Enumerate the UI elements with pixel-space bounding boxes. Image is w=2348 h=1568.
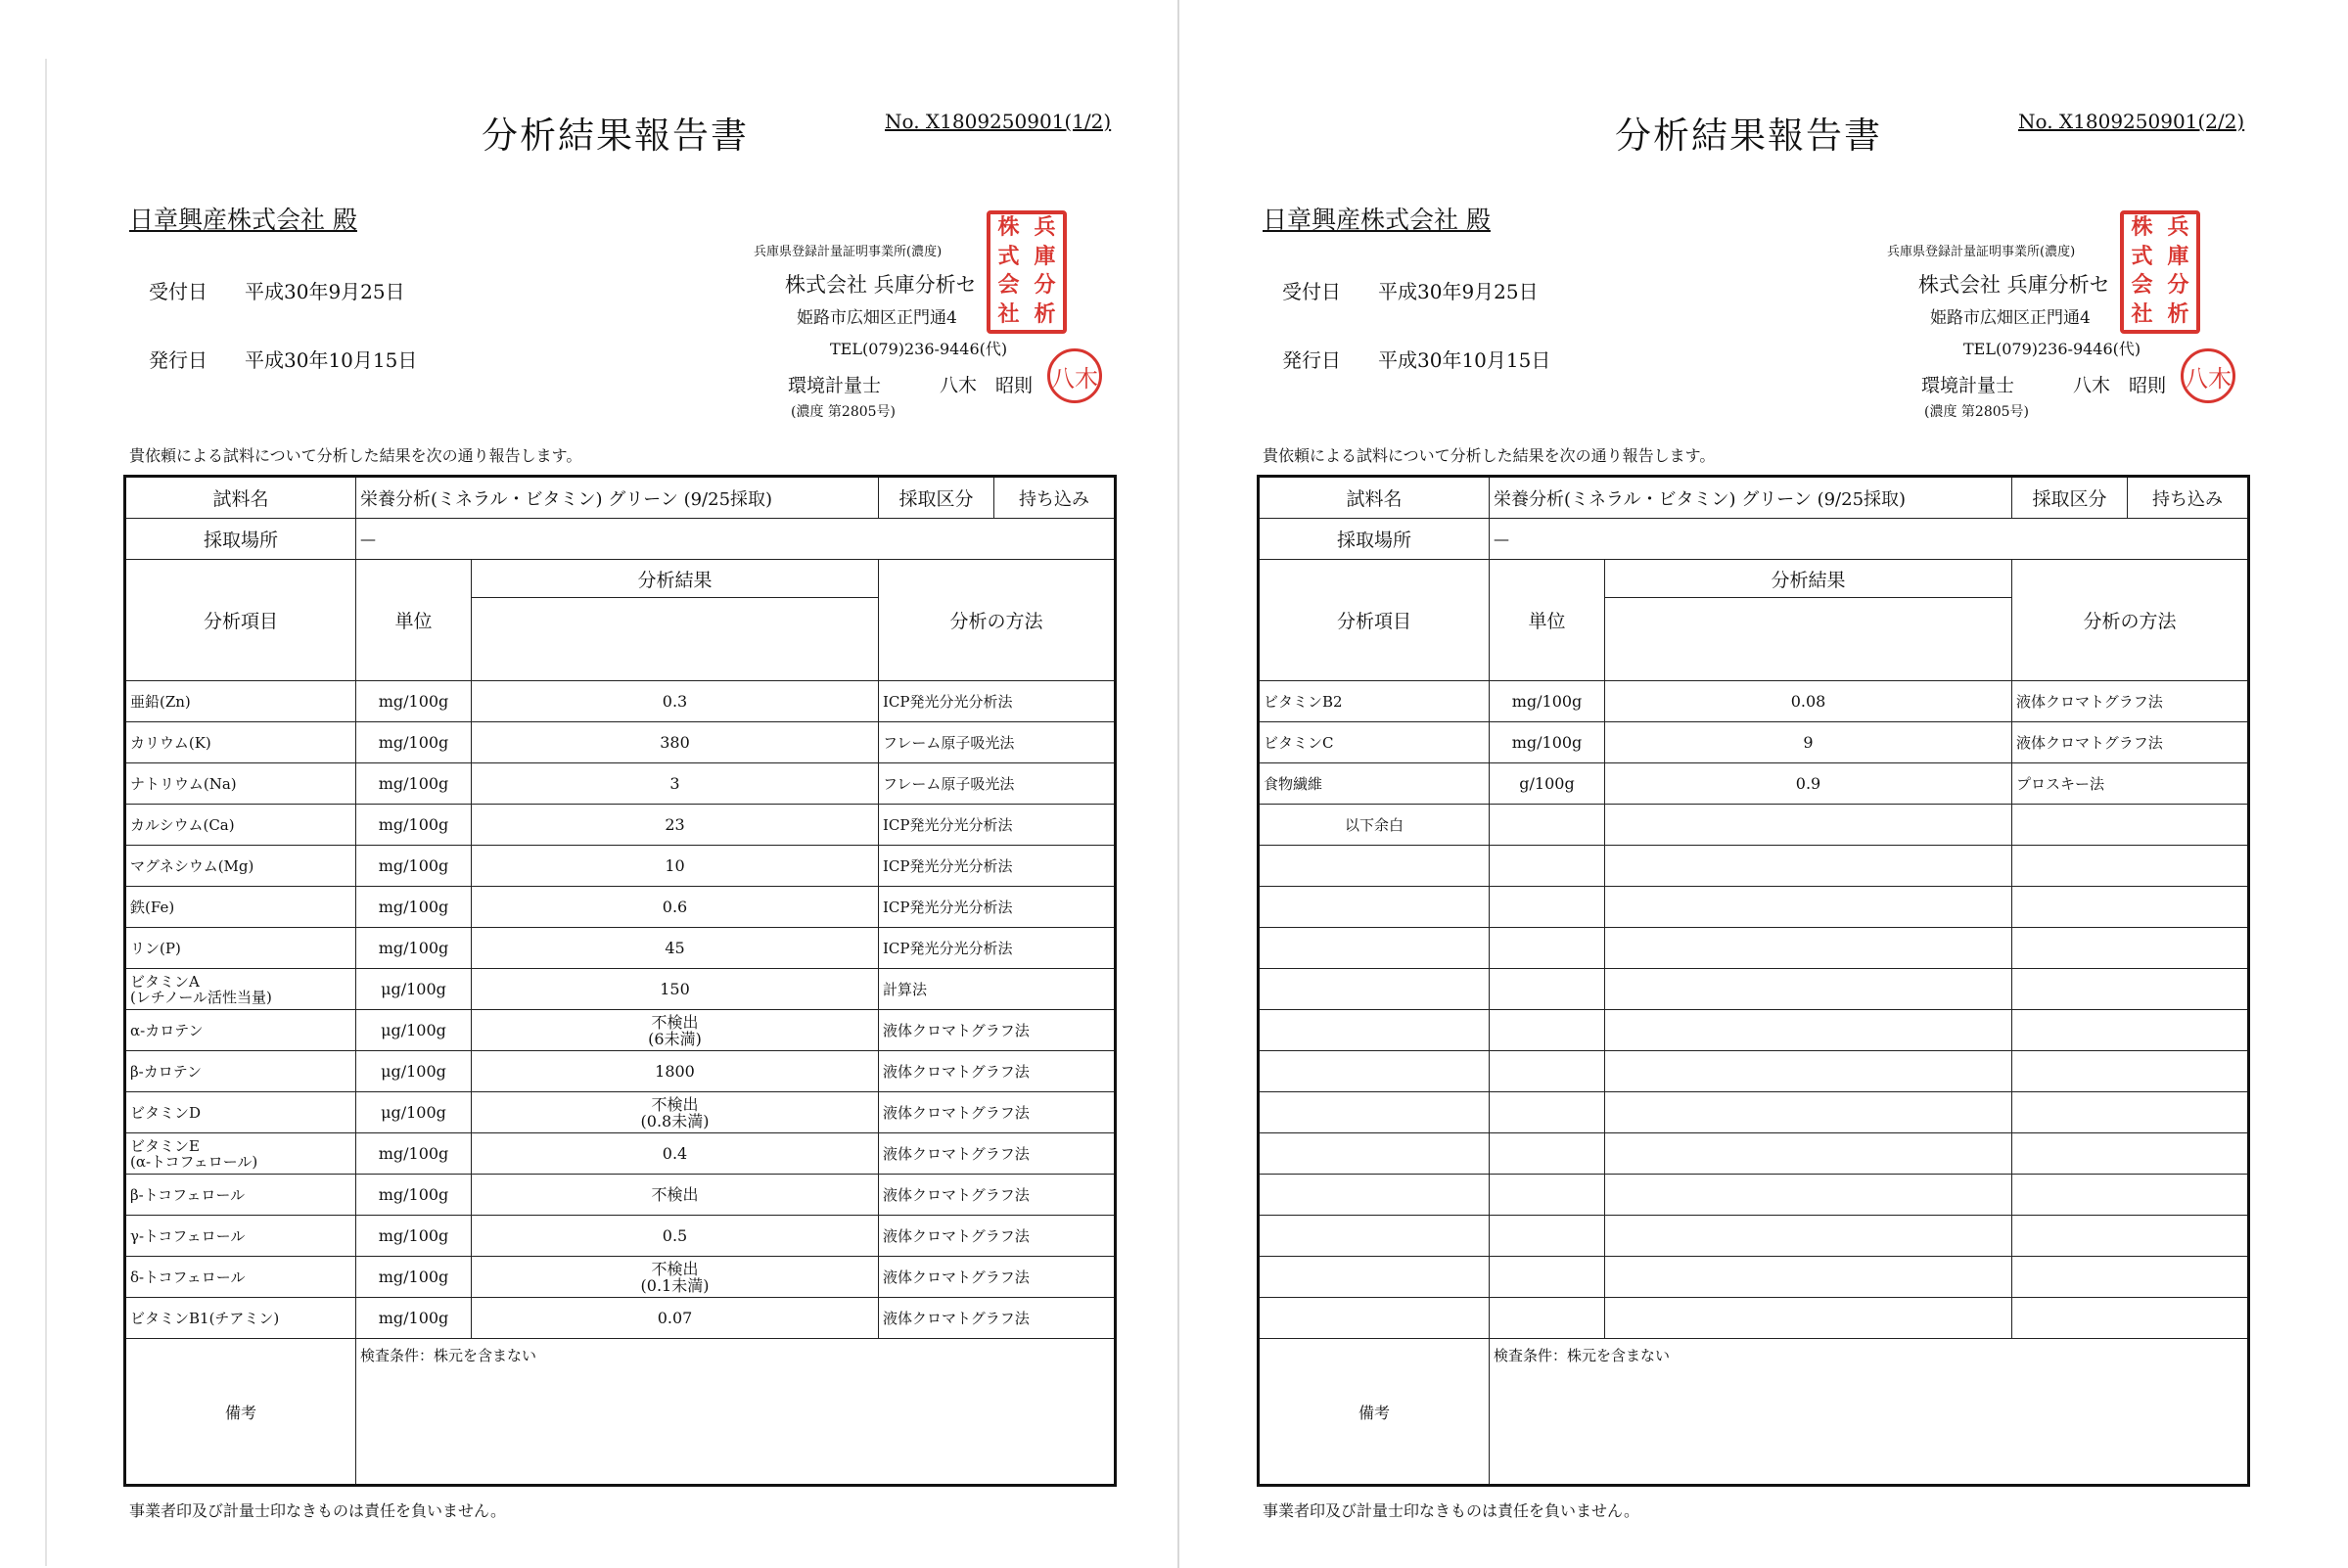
analysis-item: カルシウム(Ca) bbox=[125, 805, 356, 846]
analysis-method: 液体クロマトグラフ法 bbox=[879, 1216, 1116, 1257]
analysis-value: 不検出 (6未満) bbox=[472, 1010, 879, 1051]
analysis-method bbox=[2012, 1133, 2249, 1175]
location-label: 採取場所 bbox=[125, 519, 356, 560]
issued-date: 平成30年10月15日 bbox=[1378, 348, 1551, 372]
notes-text: 検査条件：株元を含まない bbox=[356, 1339, 1116, 1486]
document-number: No. X1809250901(1/2) bbox=[885, 110, 1112, 133]
analysis-item: カリウム(K) bbox=[125, 722, 356, 763]
result-row bbox=[1259, 1216, 2249, 1257]
analysis-unit: mg/100g bbox=[356, 1133, 472, 1175]
analysis-item: ナトリウム(Na) bbox=[125, 763, 356, 805]
analysis-method: 液体クロマトグラフ法 bbox=[879, 1010, 1116, 1051]
footer-disclaimer: 事業者印及び計量士印なきものは責任を負いません。 bbox=[1263, 1501, 1639, 1520]
analysis-item bbox=[1259, 1092, 1490, 1133]
measurer-title: 環境計量士 bbox=[788, 375, 882, 396]
analysis-value: 不検出 bbox=[472, 1175, 879, 1216]
analysis-item: δ-トコフェロール bbox=[125, 1257, 356, 1298]
report-page-2 bbox=[1173, 0, 2298, 1568]
result-row bbox=[125, 969, 1116, 1010]
analysis-unit: mg/100g bbox=[356, 1298, 472, 1339]
analysis-value: 9 bbox=[1605, 722, 2012, 763]
analysis-value bbox=[1605, 1092, 2012, 1133]
analysis-item: ビタミンE (α-トコフェロール) bbox=[125, 1133, 356, 1175]
company-tel: TEL(079)236-9446(代) bbox=[1963, 340, 2141, 358]
company-seal-stamp bbox=[2120, 210, 2200, 334]
result-row bbox=[125, 1257, 1116, 1298]
analysis-method: ICP発光分光分析法 bbox=[879, 681, 1116, 722]
seal-char: 析 bbox=[2167, 300, 2189, 327]
location-row bbox=[1259, 519, 2249, 560]
analysis-unit: mg/100g bbox=[356, 1216, 472, 1257]
analysis-item bbox=[1259, 1216, 1490, 1257]
analysis-unit: mg/100g bbox=[1490, 722, 1605, 763]
analysis-unit: μg/100g bbox=[356, 969, 472, 1010]
analysis-value: 150 bbox=[472, 969, 879, 1010]
notes-row bbox=[125, 1339, 1116, 1486]
analysis-item: リン(P) bbox=[125, 928, 356, 969]
intro-text: 貴依頼による試料について分析した結果を次の通り報告します。 bbox=[129, 446, 582, 465]
analysis-value: 3 bbox=[472, 763, 879, 805]
seal-char: 社 bbox=[2131, 300, 2153, 327]
company-address: 姫路市広畑区正門通4 bbox=[797, 308, 957, 328]
seal-char: 株 bbox=[997, 214, 1020, 240]
result-subheader-blank bbox=[1605, 598, 2012, 681]
header-row bbox=[125, 560, 1116, 598]
analysis-unit bbox=[1490, 1092, 1605, 1133]
registration-text: 兵庫県登録計量証明事業所(濃度) bbox=[754, 245, 943, 259]
analysis-item bbox=[1259, 1010, 1490, 1051]
location-label: 採取場所 bbox=[1259, 519, 1490, 560]
analysis-item: ビタミンD bbox=[125, 1092, 356, 1133]
result-row bbox=[1259, 969, 2249, 1010]
analysis-item bbox=[1259, 928, 1490, 969]
analysis-item: ビタミンA (レチノール活性当量) bbox=[125, 969, 356, 1010]
result-row bbox=[1259, 763, 2249, 805]
issued-label: 発行日 bbox=[1282, 348, 1341, 372]
received-date: 平成30年9月25日 bbox=[245, 280, 405, 303]
received-label: 受付日 bbox=[149, 280, 207, 303]
analysis-method bbox=[2012, 1298, 2249, 1339]
analysis-item bbox=[1259, 1051, 1490, 1092]
analysis-method: フレーム原子吸光法 bbox=[879, 763, 1116, 805]
personal-seal-stamp: 八木 bbox=[2181, 348, 2235, 403]
analysis-method: 計算法 bbox=[879, 969, 1116, 1010]
analysis-value bbox=[1605, 846, 2012, 887]
analysis-item: α-カロテン bbox=[125, 1010, 356, 1051]
measurer-registration-number: (濃度 第2805号) bbox=[791, 404, 897, 420]
result-row bbox=[125, 1010, 1116, 1051]
analysis-unit: mg/100g bbox=[356, 846, 472, 887]
result-row bbox=[1259, 887, 2249, 928]
seal-char: 庫 bbox=[1034, 243, 1056, 269]
analysis-item: 鉄(Fe) bbox=[125, 887, 356, 928]
analysis-method: 液体クロマトグラフ法 bbox=[879, 1257, 1116, 1298]
analysis-item: β-トコフェロール bbox=[125, 1175, 356, 1216]
location-row bbox=[125, 519, 1116, 560]
analysis-unit: mg/100g bbox=[356, 1257, 472, 1298]
analysis-item: 食物繊維 bbox=[1259, 763, 1490, 805]
analysis-unit: g/100g bbox=[1490, 763, 1605, 805]
result-row bbox=[1259, 1298, 2249, 1339]
seal-char: 兵 bbox=[2167, 214, 2189, 240]
analysis-item: γ-トコフェロール bbox=[125, 1216, 356, 1257]
result-row bbox=[1259, 1092, 2249, 1133]
client-name: 日章興産株式会社 殿 bbox=[129, 206, 357, 234]
seal-char: 会 bbox=[997, 272, 1020, 298]
analysis-unit bbox=[1490, 969, 1605, 1010]
analysis-value: 0.08 bbox=[1605, 681, 2012, 722]
analysis-method: 液体クロマトグラフ法 bbox=[879, 1092, 1116, 1133]
analysis-item: 亜鉛(Zn) bbox=[125, 681, 356, 722]
sample-label: 試料名 bbox=[125, 477, 356, 519]
analysis-method bbox=[2012, 887, 2249, 928]
result-row bbox=[125, 1092, 1116, 1133]
sample-name: 栄養分析(ミネラル・ビタミン) グリーン (9/25採取) bbox=[356, 477, 879, 519]
sample-name: 栄養分析(ミネラル・ビタミン) グリーン (9/25採取) bbox=[1490, 477, 2012, 519]
location-value: — bbox=[1490, 519, 2249, 560]
measurer-title: 環境計量士 bbox=[1921, 375, 2015, 396]
analysis-method: ICP発光分光分析法 bbox=[879, 805, 1116, 846]
col-unit-header: 単位 bbox=[356, 560, 472, 681]
analysis-method bbox=[2012, 1010, 2249, 1051]
analysis-item bbox=[1259, 969, 1490, 1010]
result-row bbox=[125, 763, 1116, 805]
analysis-value: 23 bbox=[472, 805, 879, 846]
company-seal-stamp bbox=[987, 210, 1067, 334]
analysis-value bbox=[1605, 928, 2012, 969]
col-item-header: 分析項目 bbox=[1259, 560, 1490, 681]
analysis-unit bbox=[1490, 1298, 1605, 1339]
notes-label: 備考 bbox=[125, 1339, 356, 1486]
analysis-value: 0.5 bbox=[472, 1216, 879, 1257]
result-row bbox=[125, 846, 1116, 887]
analysis-method bbox=[2012, 928, 2249, 969]
analysis-value: 0.6 bbox=[472, 887, 879, 928]
seal-char: 式 bbox=[997, 243, 1020, 269]
result-row bbox=[125, 1216, 1116, 1257]
analysis-method: 液体クロマトグラフ法 bbox=[879, 1051, 1116, 1092]
company-name: 株式会社 兵庫分析セ bbox=[1918, 273, 2110, 297]
analysis-method: 液体クロマトグラフ法 bbox=[879, 1175, 1116, 1216]
analysis-method bbox=[2012, 1216, 2249, 1257]
analysis-value bbox=[1605, 1175, 2012, 1216]
analysis-value: 0.07 bbox=[472, 1298, 879, 1339]
analysis-item bbox=[1259, 846, 1490, 887]
seal-char: 株 bbox=[2131, 214, 2153, 240]
analysis-unit: mg/100g bbox=[356, 887, 472, 928]
analysis-unit bbox=[1490, 1051, 1605, 1092]
analysis-value: 45 bbox=[472, 928, 879, 969]
analysis-item bbox=[1259, 1298, 1490, 1339]
analysis-method: ICP発光分光分析法 bbox=[879, 928, 1116, 969]
analysis-unit: μg/100g bbox=[356, 1010, 472, 1051]
analysis-unit: mg/100g bbox=[356, 681, 472, 722]
analysis-unit bbox=[1490, 887, 1605, 928]
result-row bbox=[1259, 1175, 2249, 1216]
analysis-method: 液体クロマトグラフ法 bbox=[2012, 722, 2249, 763]
measurer-registration-number: (濃度 第2805号) bbox=[1924, 404, 2030, 420]
seal-char: 庫 bbox=[2167, 243, 2189, 269]
analysis-value: 1800 bbox=[472, 1051, 879, 1092]
analysis-unit bbox=[1490, 1010, 1605, 1051]
analysis-value bbox=[1605, 969, 2012, 1010]
seal-char: 分 bbox=[2167, 272, 2189, 298]
analysis-unit: μg/100g bbox=[356, 1051, 472, 1092]
analysis-unit bbox=[1490, 805, 1605, 846]
col-method-header: 分析の方法 bbox=[2012, 560, 2249, 681]
analysis-unit: mg/100g bbox=[1490, 681, 1605, 722]
result-row bbox=[125, 681, 1116, 722]
company-address: 姫路市広畑区正門通4 bbox=[1930, 308, 2091, 328]
analysis-unit bbox=[1490, 1216, 1605, 1257]
analysis-method: ICP発光分光分析法 bbox=[879, 887, 1116, 928]
analysis-method: フレーム原子吸光法 bbox=[879, 722, 1116, 763]
analysis-value: 不検出 (0.1未満) bbox=[472, 1257, 879, 1298]
analysis-unit: mg/100g bbox=[356, 928, 472, 969]
registration-text: 兵庫県登録計量証明事業所(濃度) bbox=[1887, 245, 2076, 259]
collection-type-label: 採取区分 bbox=[2012, 477, 2128, 519]
notes-row bbox=[1259, 1339, 2249, 1486]
analysis-method: ICP発光分光分析法 bbox=[879, 846, 1116, 887]
seal-char: 分 bbox=[1034, 272, 1056, 298]
intro-text: 貴依頼による試料について分析した結果を次の通り報告します。 bbox=[1263, 446, 1716, 465]
issued-label: 発行日 bbox=[149, 348, 207, 372]
col-result-header: 分析結果 bbox=[1605, 560, 2012, 598]
company-tel: TEL(079)236-9446(代) bbox=[830, 340, 1008, 358]
result-row bbox=[125, 1175, 1116, 1216]
analysis-method: 液体クロマトグラフ法 bbox=[879, 1133, 1116, 1175]
analysis-unit: mg/100g bbox=[356, 1175, 472, 1216]
analysis-item bbox=[1259, 887, 1490, 928]
seal-char: 式 bbox=[2131, 243, 2153, 269]
analysis-unit: mg/100g bbox=[356, 722, 472, 763]
sample-row bbox=[125, 477, 1116, 519]
analysis-value bbox=[1605, 1051, 2012, 1092]
analysis-method bbox=[2012, 969, 2249, 1010]
measurer-name: 八木 昭則 bbox=[940, 375, 1034, 396]
col-item-header: 分析項目 bbox=[125, 560, 356, 681]
col-method-header: 分析の方法 bbox=[879, 560, 1116, 681]
collection-type: 持ち込み bbox=[2128, 477, 2249, 519]
result-row bbox=[1259, 1010, 2249, 1051]
analysis-item bbox=[1259, 1133, 1490, 1175]
analysis-unit: mg/100g bbox=[356, 805, 472, 846]
analysis-value bbox=[1605, 887, 2012, 928]
analysis-unit bbox=[1490, 1257, 1605, 1298]
analysis-method bbox=[2012, 1092, 2249, 1133]
results-table bbox=[1257, 475, 2250, 1487]
analysis-item bbox=[1259, 1257, 1490, 1298]
result-row bbox=[125, 1133, 1116, 1175]
analysis-value bbox=[1605, 1010, 2012, 1051]
analysis-item: マグネシウム(Mg) bbox=[125, 846, 356, 887]
analysis-unit: mg/100g bbox=[356, 763, 472, 805]
analysis-value: 不検出 (0.8未満) bbox=[472, 1092, 879, 1133]
issued-date: 平成30年10月15日 bbox=[245, 348, 418, 372]
client-name: 日章興産株式会社 殿 bbox=[1263, 206, 1491, 234]
analysis-item: 以下余白 bbox=[1259, 805, 1490, 846]
analysis-value bbox=[1605, 1257, 2012, 1298]
seal-char: 兵 bbox=[1034, 214, 1056, 240]
received-date: 平成30年9月25日 bbox=[1378, 280, 1539, 303]
analysis-unit bbox=[1490, 928, 1605, 969]
document-number: No. X1809250901(2/2) bbox=[2018, 110, 2245, 133]
seal-char: 析 bbox=[1034, 300, 1056, 327]
result-row bbox=[125, 1298, 1116, 1339]
analysis-unit bbox=[1490, 1133, 1605, 1175]
result-row bbox=[1259, 681, 2249, 722]
result-row bbox=[125, 722, 1116, 763]
analysis-method bbox=[2012, 805, 2249, 846]
result-row bbox=[125, 1051, 1116, 1092]
analysis-unit: μg/100g bbox=[356, 1092, 472, 1133]
result-row bbox=[1259, 1133, 2249, 1175]
results-table bbox=[123, 475, 1117, 1487]
analysis-value bbox=[1605, 1216, 2012, 1257]
result-row bbox=[1259, 1257, 2249, 1298]
analysis-unit bbox=[1490, 1175, 1605, 1216]
analysis-unit bbox=[1490, 846, 1605, 887]
analysis-value bbox=[1605, 805, 2012, 846]
report-title: 分析結果報告書 bbox=[482, 115, 749, 157]
analysis-method bbox=[2012, 1051, 2249, 1092]
col-unit-header: 単位 bbox=[1490, 560, 1605, 681]
analysis-value bbox=[1605, 1133, 2012, 1175]
result-subheader-blank bbox=[472, 598, 879, 681]
report-title: 分析結果報告書 bbox=[1615, 115, 1882, 157]
personal-seal-stamp: 八木 bbox=[1047, 348, 1102, 403]
sample-label: 試料名 bbox=[1259, 477, 1490, 519]
result-row bbox=[1259, 722, 2249, 763]
location-value: — bbox=[356, 519, 1116, 560]
analysis-method bbox=[2012, 1175, 2249, 1216]
analysis-method bbox=[2012, 846, 2249, 887]
collection-type-label: 採取区分 bbox=[879, 477, 994, 519]
analysis-value: 0.3 bbox=[472, 681, 879, 722]
analysis-item: ビタミンC bbox=[1259, 722, 1490, 763]
analysis-method: 液体クロマトグラフ法 bbox=[2012, 681, 2249, 722]
result-row bbox=[125, 887, 1116, 928]
company-name: 株式会社 兵庫分析セ bbox=[785, 273, 977, 297]
analysis-item: ビタミンB2 bbox=[1259, 681, 1490, 722]
sample-row bbox=[1259, 477, 2249, 519]
result-row bbox=[1259, 846, 2249, 887]
col-result-header: 分析結果 bbox=[472, 560, 879, 598]
result-row bbox=[1259, 1051, 2249, 1092]
collection-type: 持ち込み bbox=[994, 477, 1116, 519]
analysis-method: プロスキー法 bbox=[2012, 763, 2249, 805]
analysis-value: 0.4 bbox=[472, 1133, 879, 1175]
analysis-value: 10 bbox=[472, 846, 879, 887]
analysis-method bbox=[2012, 1257, 2249, 1298]
analysis-value: 0.9 bbox=[1605, 763, 2012, 805]
result-row bbox=[1259, 805, 2249, 846]
analysis-item bbox=[1259, 1175, 1490, 1216]
footer-disclaimer: 事業者印及び計量士印なきものは責任を負いません。 bbox=[129, 1501, 506, 1520]
seal-char: 会 bbox=[2131, 272, 2153, 298]
result-row bbox=[125, 928, 1116, 969]
analysis-method: 液体クロマトグラフ法 bbox=[879, 1298, 1116, 1339]
result-row bbox=[1259, 928, 2249, 969]
notes-label: 備考 bbox=[1259, 1339, 1490, 1486]
received-label: 受付日 bbox=[1282, 280, 1341, 303]
analysis-item: β-カロテン bbox=[125, 1051, 356, 1092]
measurer-name: 八木 昭則 bbox=[2073, 375, 2167, 396]
header-row bbox=[1259, 560, 2249, 598]
analysis-item: ビタミンB1(チアミン) bbox=[125, 1298, 356, 1339]
notes-text: 検査条件：株元を含まない bbox=[1490, 1339, 2249, 1486]
analysis-value: 380 bbox=[472, 722, 879, 763]
analysis-value bbox=[1605, 1298, 2012, 1339]
report-page-1 bbox=[39, 0, 1165, 1568]
seal-char: 社 bbox=[997, 300, 1020, 327]
result-row bbox=[125, 805, 1116, 846]
